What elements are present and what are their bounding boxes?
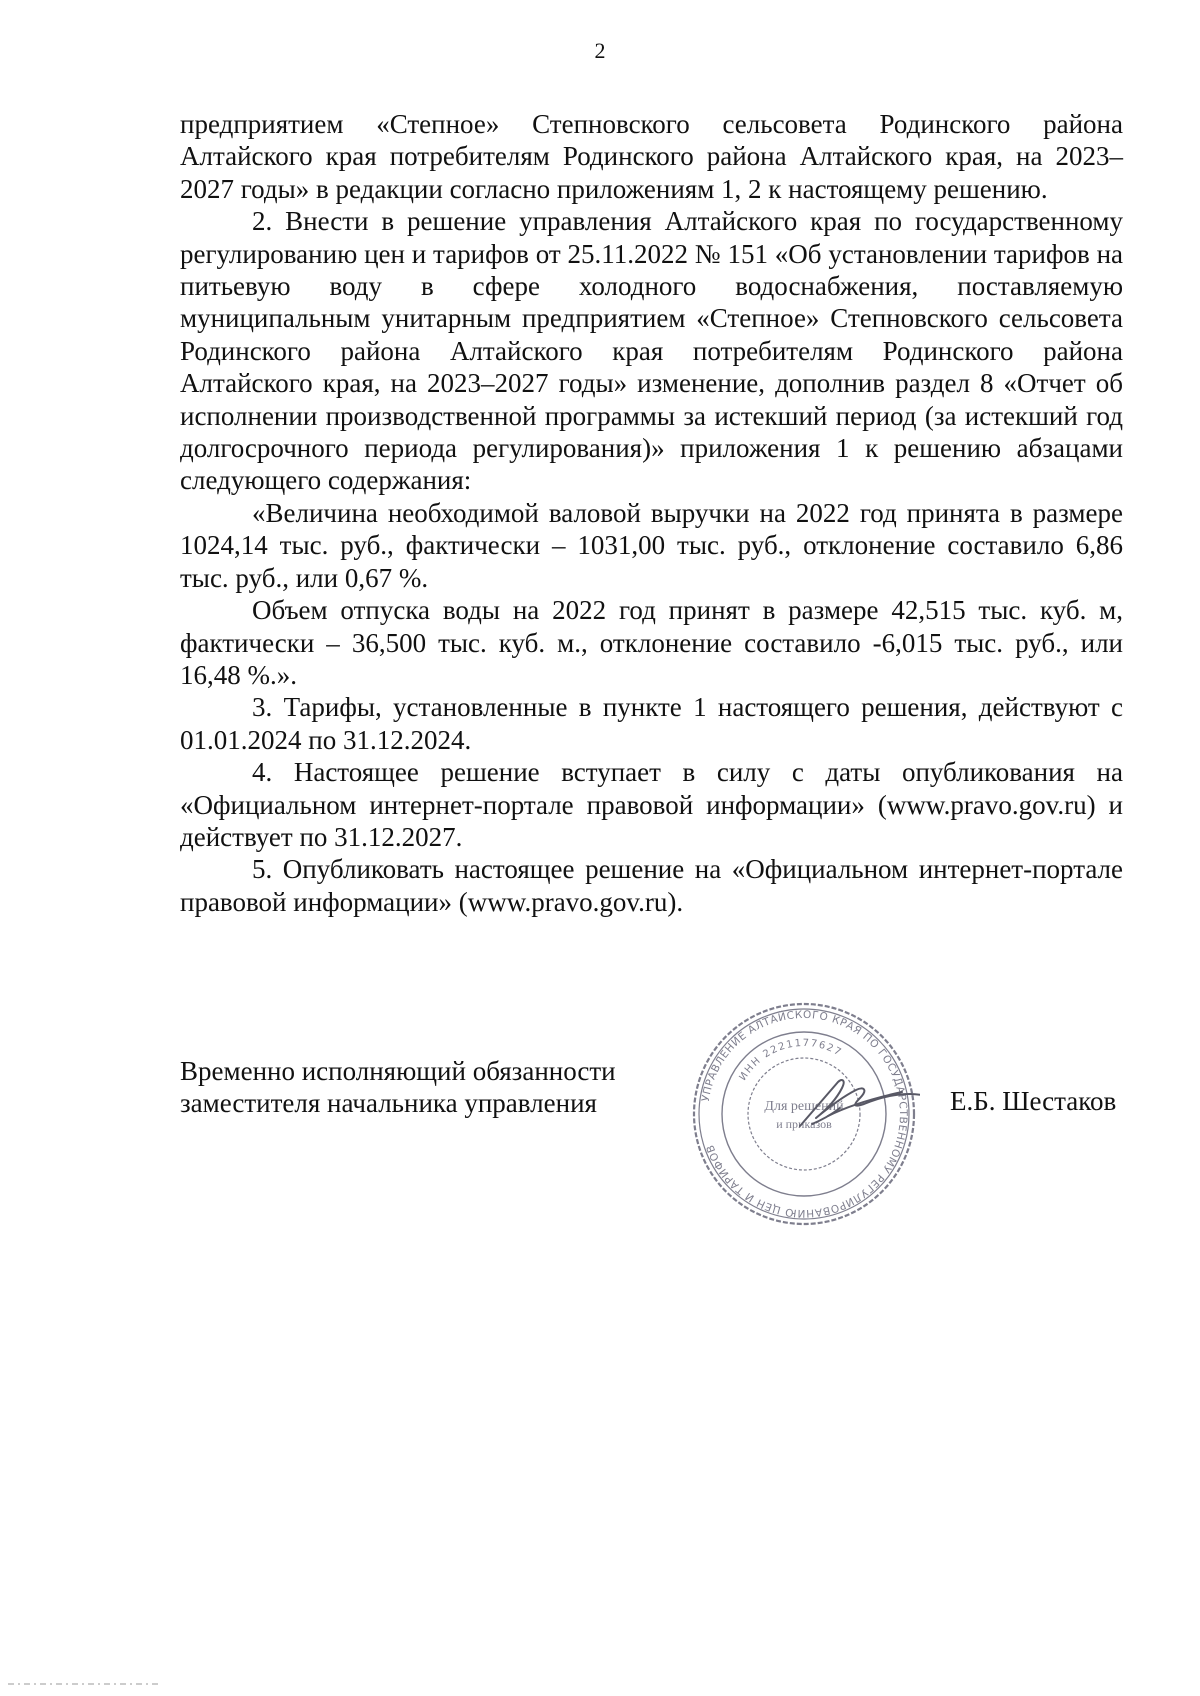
stamp-inn-ring-text: ИНН 2221177627	[737, 1037, 844, 1083]
official-seal-stamp	[688, 998, 920, 1230]
stamp-center-line1: Для решений	[764, 1099, 844, 1114]
signatory-position-line2: заместителя начальника управления	[180, 1088, 597, 1119]
paragraph-1-continuation: предприятием «Степное» Степновского сельсовета Родинского района Алтайского края потребителям Родинского района Алтайского края, на 2023–2027 годы» в редакции согласно приложениям 1, 2 к настоящему решению.	[180, 109, 1123, 204]
paragraph-5-publish: 5. Опубликовать настоящее решение на «Официальном интернет-портале правовой информации» (www.pravo.gov.ru).	[180, 854, 1123, 917]
signatory-position-line1: Временно исполняющий обязанности	[180, 1056, 616, 1086]
paragraph-2-amendment: 2. Внести в решение управления Алтайского края по государственному регулированию цен и тарифов от 25.11.2022 № 151 «Об установлении тарифов на питьевую воду в сфере холодного водоснабжения, поставляемую муниципальным унитарным предприятием «Степное» Степновского сельсовета Родинского района Алтайского края потребителям Родинского района Алтайского края, на 2023–2027 годы» изменение, дополнив раздел 8 «Отчет об исполнении производственной программы за истекший период (за истекший год долгосрочного периода регулирования)» приложения 1 к решению абзацами следующего содержания:	[180, 206, 1123, 496]
signatory-name: Е.Б. Шестаков	[950, 1086, 1117, 1116]
stamp-outer-ring-text: УПРАВЛЕНИЕ АЛТАЙСКОГО КРАЯ ПО ГОСУДАРСТВЕННОМУ РЕГУЛИРОВАНИЮ ЦЕН И ТАРИФОВ	[699, 1008, 910, 1220]
paragraph-3-tariffs: 3. Тарифы, установленные в пункте 1 настоящего решения, действуют с 01.01.2024 по 31.12.2024.	[180, 692, 1123, 755]
paragraph-water-volume: Объем отпуска воды на 2022 год принят в размере 42,515 тыс. куб. м, фактически – 36,500 тыс. куб. м., отклонение составило -6,015 тыс. руб., или 16,48 %.».	[180, 595, 1123, 690]
paragraph-revenue: «Величина необходимой валовой выручки на 2022 год принята в размере 1024,14 тыс. руб., фактически – 1031,00 тыс. руб., отклонение составило 6,86 тыс. руб., или 0,67 %.	[180, 497, 1123, 593]
stamp-center-line2: и приказов	[776, 1117, 832, 1131]
paragraph-4-effective-date: 4. Настоящее решение вступает в силу с даты опубликования на «Официальном интернет-портале правовой информации» (www.pravo.gov.ru) и действует по 31.12.2027.	[180, 757, 1123, 852]
signatory-position	[180, 1055, 650, 1120]
scan-artifact-mark	[8, 1682, 158, 1686]
page-number: 2	[594, 38, 606, 63]
document-body	[180, 108, 1123, 918]
